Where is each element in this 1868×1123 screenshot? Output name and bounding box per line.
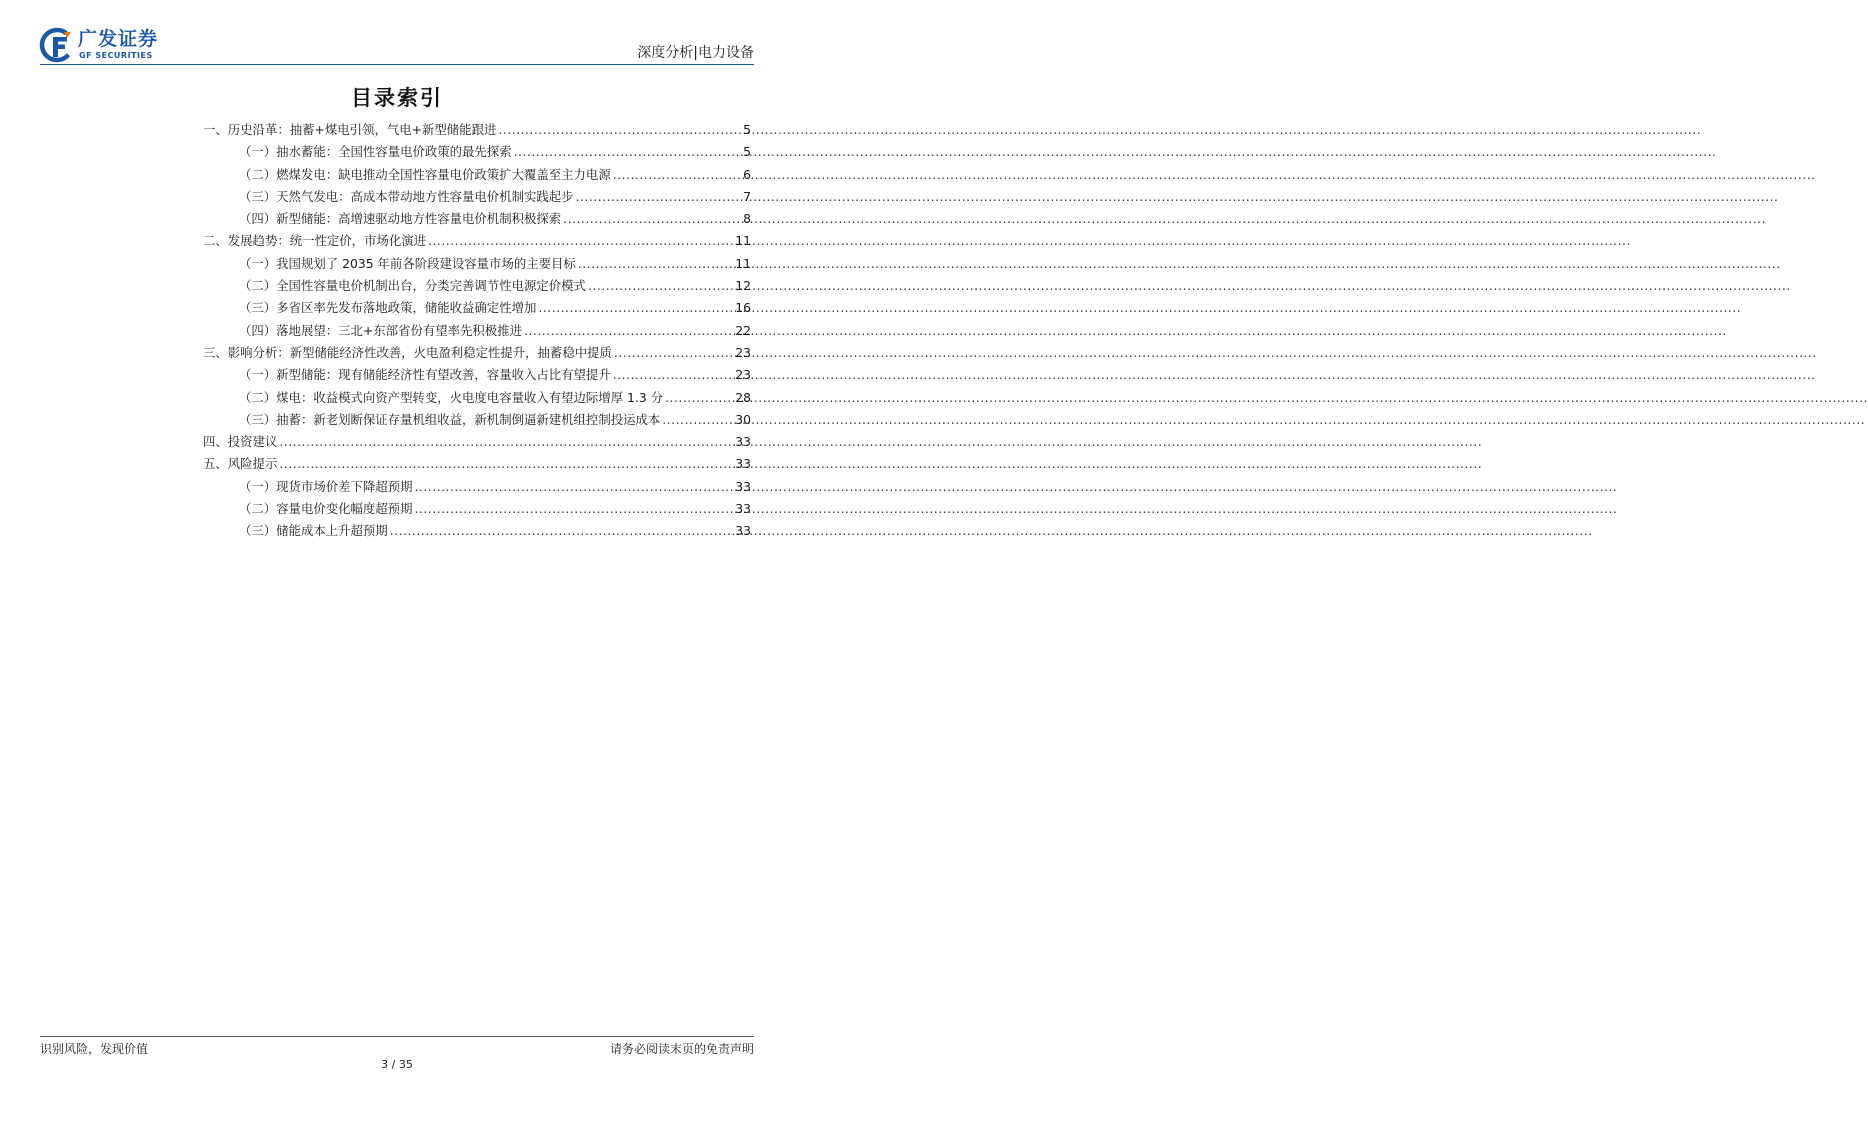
- report-type: 深度分析|电力设备: [637, 45, 754, 61]
- toc-leader-dots: [388, 520, 736, 542]
- toc-leader-dots: [412, 498, 735, 520]
- toc-entry-label: （二）全国性容量电价机制出台，分类完善调节性电源定价模式: [239, 278, 586, 294]
- gf-logo-icon: [40, 28, 74, 62]
- page-header: [40, 26, 754, 66]
- toc-entry-label: （一）新型储能：现有储能经济性有望改善，容量收入占比有望提升: [239, 367, 611, 383]
- toc-entry-page: 22: [735, 322, 751, 338]
- toc-entry-page: 28: [735, 389, 751, 405]
- footer-slogan: 识别风险，发现价值: [40, 1042, 149, 1056]
- toc-entry-label: （四）新型储能：高增速驱动地方性容量电价机制积极探索: [239, 211, 562, 227]
- toc-entry[interactable]: [203, 431, 751, 453]
- toc-entry[interactable]: [203, 387, 751, 409]
- toc-entry[interactable]: [203, 164, 751, 186]
- toc-entry-label: 一、历史沿革：抽蓄+煤电引领，气电+新型储能跟进: [203, 122, 497, 137]
- toc-leader-dots: [611, 164, 743, 186]
- toc-entry-label: （三）多省区率先发布落地政策，储能收益确定性增加: [239, 300, 537, 316]
- toc-entry-page: 33: [735, 434, 751, 450]
- footer-divider: [40, 1036, 754, 1037]
- toc-leader-dots: [611, 364, 736, 386]
- toc-entry[interactable]: [203, 275, 751, 297]
- toc-entry[interactable]: [203, 297, 751, 319]
- toc-entry-label: （三）天然气发电：高成本带动地方性容量电价机制实践起步: [239, 188, 574, 204]
- logo-chinese-name: 广发证券: [78, 28, 159, 50]
- toc-entry[interactable]: [203, 453, 751, 475]
- toc-entry-label: 五、风险提示: [203, 456, 278, 472]
- toc-entry-page: 5: [743, 122, 751, 137]
- toc-leader-dots: [277, 453, 735, 475]
- toc-leader-dots: [496, 119, 743, 141]
- toc-entry[interactable]: [203, 364, 751, 386]
- toc-entry[interactable]: [203, 208, 751, 230]
- toc-entry-label: （一）我国规划了 2035 年前各阶段建设容量市场的主要目标: [239, 255, 576, 271]
- toc-entry[interactable]: [203, 409, 751, 431]
- toc-entry-page: 33: [735, 523, 751, 539]
- toc-entry-label: 三、影响分析：新型储能经济性改善，火电盈利稳定性提升，抽蓄稳中提质: [203, 344, 612, 360]
- toc-leader-dots: [663, 387, 735, 409]
- toc-entry[interactable]: [203, 476, 751, 498]
- toc-leader-dots: [512, 141, 743, 163]
- toc-entry[interactable]: [203, 230, 751, 252]
- toc-leader-dots: [522, 320, 735, 342]
- toc-entry-label: （三）储能成本上升超预期: [239, 523, 388, 539]
- toc-entry[interactable]: [203, 141, 751, 163]
- toc-entry-page: 33: [735, 478, 751, 494]
- toc-entry-page: 30: [735, 411, 751, 427]
- toc-entry-page: 16: [735, 300, 751, 316]
- toc-leader-dots: [660, 409, 735, 431]
- toc-entry-label: 二、发展趋势：统一性定价，市场化演进: [203, 233, 427, 249]
- company-logo: [40, 26, 190, 64]
- toc-entry-label: （二）煤电：收益模式向资产型转变，火电度电容量收入有望边际增厚 1.3 分: [239, 389, 664, 405]
- toc-entry-label: （一）抽水蓄能：全国性容量电价政策的最先探索: [239, 144, 512, 160]
- header-divider: [40, 64, 754, 65]
- toc-entry[interactable]: [203, 186, 751, 208]
- toc-entry-page: 23: [735, 344, 751, 360]
- footer-disclaimer: 请务必阅读末页的免责声明: [609, 1042, 754, 1056]
- toc-leader-dots: [561, 208, 743, 230]
- toc-entry-page: 7: [743, 188, 751, 204]
- toc-entry-page: 6: [743, 166, 751, 182]
- toc-leader-dots: [612, 342, 735, 364]
- toc-entry-page: 23: [735, 367, 751, 383]
- toc-leader-dots: [277, 431, 735, 453]
- toc-leader-dots: [586, 275, 735, 297]
- logo-english-name: GF SECURITIES: [79, 51, 153, 60]
- toc-entry-label: （三）抽蓄：新老划断保证存量机组收益，新机制倒逼新建机组控制投运成本: [239, 411, 661, 427]
- toc-entry-page: 12: [735, 278, 751, 294]
- toc-entry[interactable]: [203, 253, 751, 275]
- toc-title: 目录索引: [351, 86, 443, 110]
- toc-entry-label: （四）落地展望：三北+东部省份有望率先积极推进: [239, 322, 522, 338]
- toc-entry[interactable]: [203, 119, 751, 141]
- toc-entry[interactable]: [203, 342, 751, 364]
- page-number: 3 / 35: [381, 1058, 413, 1071]
- toc-entry[interactable]: [203, 498, 751, 520]
- toc-entry-page: 33: [735, 501, 751, 517]
- toc-leader-dots: [426, 230, 735, 252]
- toc-leader-dots: [574, 186, 743, 208]
- toc-leader-dots: [536, 297, 735, 319]
- toc-entry-label: （二）容量电价变化幅度超预期: [239, 501, 413, 517]
- toc-entry-page: 8: [743, 211, 751, 227]
- toc-entry-page: 33: [735, 456, 751, 472]
- toc-leader-dots: [412, 476, 735, 498]
- toc-entry[interactable]: [203, 320, 751, 342]
- toc-entry-label: 四、投资建议: [203, 434, 278, 450]
- toc-entry-label: （二）燃煤发电：缺电推动全国性容量电价政策扩大覆盖至主力电源: [239, 166, 611, 182]
- toc-leader-dots: [576, 253, 735, 275]
- toc-entry-page: 5: [743, 144, 751, 160]
- toc-entry-label: （一）现货市场价差下降超预期: [239, 478, 413, 494]
- toc-entry-page: 11: [735, 255, 751, 271]
- toc-entry-page: 11: [735, 233, 751, 249]
- table-of-contents: [203, 119, 751, 543]
- toc-entry[interactable]: [203, 520, 751, 542]
